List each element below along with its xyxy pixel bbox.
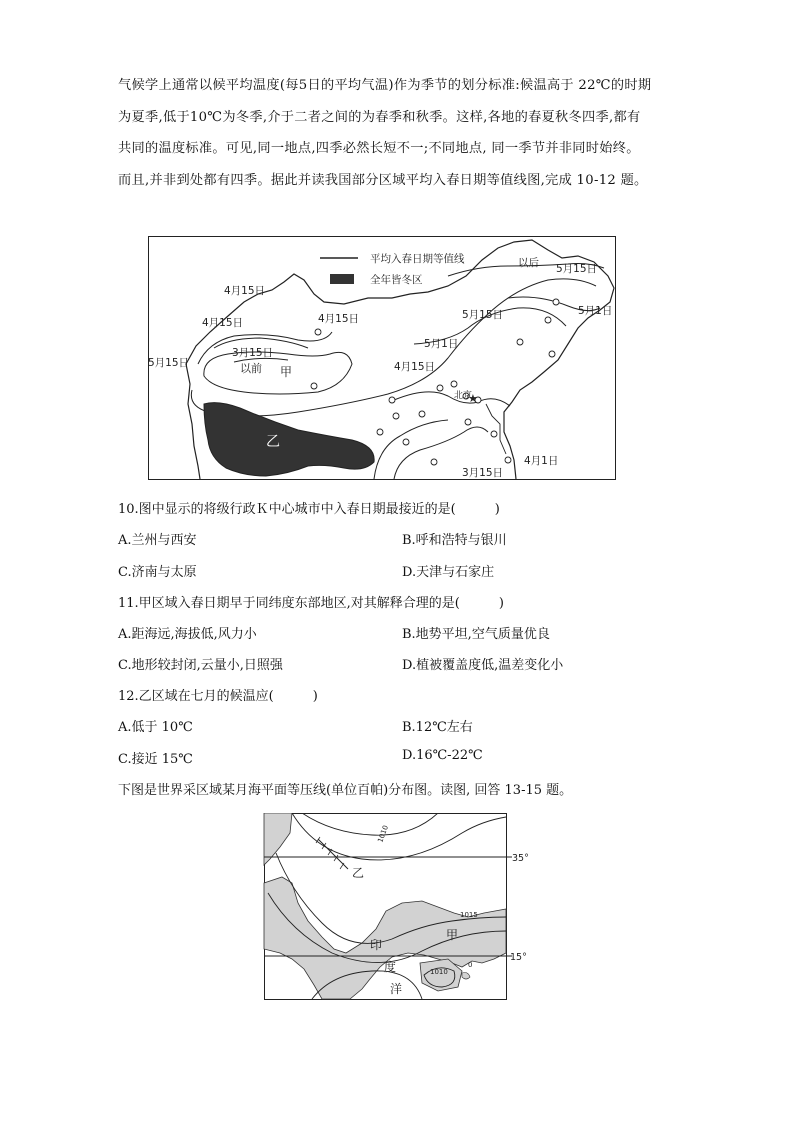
legend-line-label: 平均入春日期等值线 — [370, 253, 465, 265]
q10-option-a: A.兰州与西安 — [118, 533, 197, 548]
q11-option-a: A.距海远,海拔低,风力小 — [118, 627, 257, 642]
intro-line-3: 共同的温度标准。可见,同一地点,四季必然长短不一;不同地点, 同一季节并非同时始终。 — [118, 141, 640, 156]
label-yin: 印 — [370, 938, 383, 952]
label-yang: 洋 — [390, 982, 403, 996]
legend-area-symbol — [330, 274, 354, 284]
q11-option-d: D.植被覆盖度低,温差变化小 — [402, 658, 564, 673]
q12-option-b: B.12℃左右 — [402, 720, 473, 735]
label-p1015: 1015 — [460, 911, 478, 919]
label-a415-3: 4月15日 — [318, 313, 360, 325]
label-a415-2: 4月15日 — [202, 317, 244, 329]
q10-option-d: D.天津与石家庄 — [402, 565, 495, 580]
label-a315-south: 3月15日 — [462, 467, 504, 479]
spring-onset-map — [148, 236, 616, 480]
legend-area-label: 全年皆冬区 — [370, 274, 423, 286]
q11-option-c: C.地形较封闭,云量小,日照强 — [118, 658, 283, 673]
label-a415-1: 4月15日 — [224, 285, 266, 297]
intro-line-1: 气候学上通常以候平均温度(每5日的平均气温)作为季节的划分标准:候温高于 22℃的时期 — [118, 78, 652, 93]
beijing-star-icon: ★ — [468, 392, 478, 405]
q12-option-d: D.16℃-22℃ — [402, 748, 483, 763]
label-a315: 3月15日 — [232, 347, 274, 359]
isobar-map — [262, 813, 542, 1001]
label-before: 以前 — [240, 362, 262, 375]
intro-paragraph — [118, 70, 678, 196]
q11-option-b: B.地势平坦,空气质量优良 — [402, 627, 550, 642]
q10-option-b: B.呼和浩特与银川 — [402, 533, 507, 548]
q12-option-a: A.低于 10℃ — [118, 720, 193, 735]
label-a415-4: 4月15日 — [394, 361, 436, 373]
q10-stem: 10.图中显示的将级行政Ｋ中心城市中入春日期最接近的是( ) — [118, 502, 500, 517]
label-du: 度 — [384, 960, 397, 974]
label-a515-mid: 5月15日 — [462, 309, 504, 321]
q12-stem: 12.乙区域在七月的候温应( ) — [118, 689, 318, 704]
label-jia: 甲 — [280, 365, 293, 379]
label-p1010-sea: 1010 — [430, 968, 448, 976]
label-a41-south: 4月1日 — [524, 455, 559, 467]
q10-option-c: C.济南与太原 — [118, 565, 197, 580]
label-p1010-top: 1010 — [376, 824, 390, 844]
label-yi2: 乙 — [352, 866, 365, 880]
label-after: 以后 — [518, 257, 539, 269]
label-beijing: 北京 — [454, 391, 473, 401]
label-yi: 乙 — [266, 434, 280, 450]
intro-line-4: 而且,并非到处都有四季。据此并读我国部分区域平均入春日期等值线图,完成 10-12 题。 — [118, 172, 648, 188]
intro-line-2: 为夏季,低于10℃为冬季,介于二者之间的为春季和秋季。这样,各地的春夏秋冬四季,都有 — [118, 109, 641, 125]
intro2: 下图是世界采区域某月海平面等压线(单位百帕)分布图。读图, 回答 13-15 题。 — [118, 783, 573, 798]
label-a51-mid: 5月1日 — [424, 338, 459, 350]
q12-option-c: C.接近 15℃ — [118, 752, 193, 767]
label-a515-ne: 5月15日 — [556, 263, 598, 275]
label-a51-ne: 5月1日 — [578, 305, 613, 317]
label-jia2: 甲 — [446, 928, 459, 942]
label-lat35: 35° — [512, 853, 529, 864]
label-a515-left: 5月15日 — [148, 357, 190, 369]
label-lat15: 15° — [510, 952, 527, 963]
q11-stem: 11.甲区域入春日期早于同纬度东部地区,对其解释合理的是( ) — [118, 596, 504, 611]
label-p0: 0 — [468, 961, 473, 969]
